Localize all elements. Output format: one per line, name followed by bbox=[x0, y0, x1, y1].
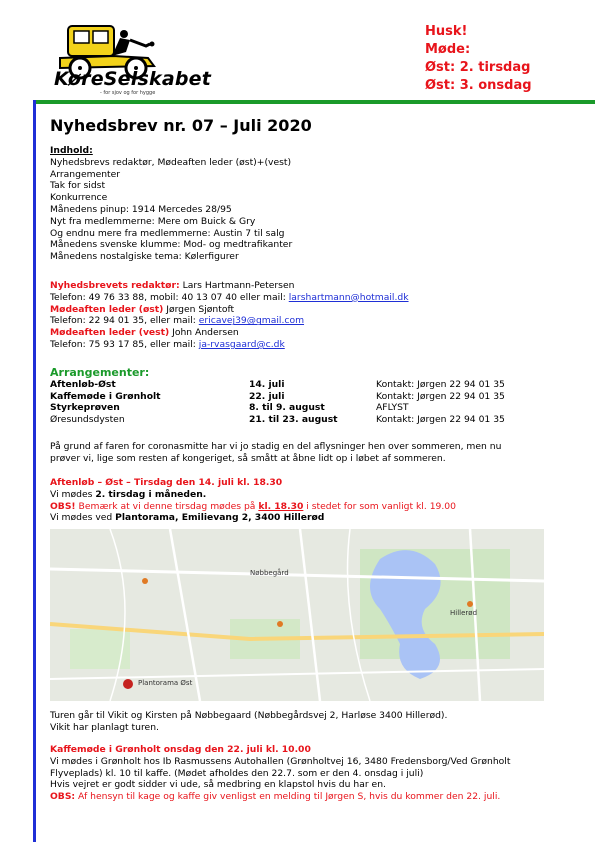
paragraph-line: Hvis vejret er godt sidder vi ude, så medbring en klapstol hvis du har en. bbox=[50, 779, 386, 791]
paragraph-line: Vi mødes i Grønholt hos Ib Rasmussens Autohallen (Grønholtvej 16, 3480 Fredensborg/Ved Grønholt bbox=[50, 755, 511, 767]
events-row bbox=[50, 402, 550, 414]
contacts-section bbox=[50, 280, 409, 351]
contact-name: Jørgen Sjøntoft bbox=[163, 303, 235, 315]
header-divider bbox=[36, 100, 595, 104]
event-name: Kaffemøde i Grønholt bbox=[50, 390, 161, 402]
contents-item: Tak for sidst bbox=[50, 180, 106, 192]
paragraph-line: prøver vi, lige som resten af kongeriget, så smått at åbne lidt op i løbet af sommeren. bbox=[50, 452, 446, 464]
text-span: Vi mødes ved bbox=[50, 512, 116, 524]
contact-east-info bbox=[50, 315, 409, 327]
evening-run-section bbox=[50, 477, 456, 524]
reminder-line: Øst: 2. tirsdag bbox=[425, 60, 531, 75]
contact-editor-info bbox=[50, 292, 409, 304]
contact-role: Mødeaften leder (øst) bbox=[50, 303, 164, 315]
events-row bbox=[50, 414, 550, 426]
paragraph-line: Vikit har planlagt turen. bbox=[50, 721, 159, 733]
contact-west bbox=[50, 327, 409, 339]
contact-email-link[interactable]: larshartmann@hotmail.dk bbox=[288, 291, 409, 303]
reminder-line: Møde: bbox=[425, 42, 471, 57]
contents-item: Månedens svenske klumme: Mod- og medtrafikanter bbox=[50, 239, 293, 251]
coffee-meeting-section bbox=[50, 744, 510, 803]
contact-phone: Telefon: 75 93 17 85, eller mail: bbox=[50, 338, 199, 350]
event-name: Styrkeprøven bbox=[50, 402, 120, 413]
contents-item: Og endnu mere fra medlemmerne: Austin 7 til salg bbox=[50, 227, 285, 239]
newsletter-title: Nyhedsbrev nr. 07 – Juli 2020 bbox=[50, 116, 312, 135]
event-contact: AFLYST bbox=[376, 402, 409, 413]
events-table bbox=[50, 379, 550, 425]
event-contact: Kontakt: Jørgen 22 94 01 35 bbox=[376, 413, 505, 425]
obs-time: kl. 18.30 bbox=[258, 500, 304, 512]
contents-item: Månedens pinup: 1914 Mercedes 28/95 bbox=[50, 203, 232, 215]
contact-role: Nyhedsbrevets redaktør: bbox=[50, 280, 180, 291]
events-row bbox=[50, 379, 550, 391]
events-row bbox=[50, 391, 550, 403]
text-span: Af hensyn til kage og kaffe giv venligst en melding til Jørgen S, hvis du kommer den 22. juli. bbox=[75, 791, 501, 803]
event-contact: Kontakt: Jørgen 22 94 01 35 bbox=[376, 390, 505, 402]
paragraph-line: Turen går til Vikit og Kirsten på Nøbbegaard (Nøbbegårdsvej 2, Harløse 3400 Hillerød). bbox=[50, 710, 448, 721]
logo-text: KøreSelskabet bbox=[54, 68, 212, 90]
contact-name: Lars Hartmann-Petersen bbox=[179, 280, 295, 291]
contents-item: Nyt fra medlemmerne: Mere om Buick & Gry bbox=[50, 215, 256, 227]
map-label: Hillerød bbox=[450, 609, 478, 617]
contact-name: John Andersen bbox=[169, 327, 239, 339]
route-description bbox=[50, 710, 447, 734]
reminder-box bbox=[425, 23, 532, 95]
events-heading: Arrangementer: bbox=[50, 366, 150, 379]
text-span: i stedet for som vanligt kl. 19.00 bbox=[303, 500, 456, 512]
contents-item: Månedens nostalgiske tema: Kølerfigurer bbox=[50, 251, 239, 263]
contents-item: Nyhedsbrevs redaktør, Mødeaften leder (øst)+(vest) bbox=[50, 156, 292, 168]
evening-run-line bbox=[50, 489, 456, 501]
paragraph-line: På grund af faren for coronasmitte har vi jo stadig en del aflysninger hen over sommeren, men nu bbox=[50, 441, 502, 452]
reminder-line: Husk! bbox=[425, 24, 468, 39]
route-map[interactable] bbox=[50, 529, 544, 701]
evening-run-obs bbox=[50, 501, 456, 513]
reminder-line: Øst: 3. onsdag bbox=[425, 78, 532, 93]
event-name: Aftenløb-Øst bbox=[50, 379, 116, 390]
contact-email-link[interactable]: ericavej39@gmail.com bbox=[198, 315, 305, 327]
contact-email-link[interactable]: ja-rvasgaard@c.dk bbox=[198, 338, 285, 350]
text-span: Vi mødes bbox=[50, 488, 96, 500]
contents-section bbox=[50, 145, 292, 263]
text-span: Plantorama, Emilievang 2, 3400 Hillerød bbox=[115, 512, 325, 524]
paragraph-line: Flyveplads) kl. 10 til kaffe. (Mødet afholdes den 22.7. som er den 4. onsdag i juli) bbox=[50, 767, 424, 779]
contents-heading: Indhold: bbox=[50, 145, 93, 156]
event-date: 14. juli bbox=[249, 379, 285, 390]
coffee-meeting-obs bbox=[50, 791, 510, 803]
left-margin-bar bbox=[33, 100, 36, 842]
event-date: 22. juli bbox=[249, 390, 285, 402]
contact-west-info bbox=[50, 339, 409, 351]
contact-phone: Telefon: 49 76 33 88, mobil: 40 13 07 40 eller mail: bbox=[50, 291, 289, 303]
contact-phone: Telefon: 22 94 01 35, eller mail: bbox=[50, 315, 199, 327]
obs-label: OBS: bbox=[50, 791, 76, 803]
contact-editor bbox=[50, 280, 409, 292]
event-name: Øresundsdysten bbox=[50, 413, 125, 425]
evening-run-heading: Aftenløb – Øst – Tirsdag den 14. juli kl. 18.30 bbox=[50, 477, 283, 488]
evening-run-location bbox=[50, 512, 456, 524]
contents-item: Konkurrence bbox=[50, 192, 108, 204]
contact-role: Mødeaften leder (vest) bbox=[50, 327, 170, 339]
contents-item: Arrangementer bbox=[50, 168, 121, 180]
event-date: 8. til 9. august bbox=[249, 402, 325, 413]
map-label: Nøbbegård bbox=[250, 569, 289, 577]
corona-paragraph bbox=[50, 441, 501, 465]
logo-tagline: - for sjov og for hygge bbox=[100, 90, 156, 96]
text-span: Bemærk at vi denne tirsdag mødes på bbox=[75, 500, 259, 512]
obs-label: OBS! bbox=[50, 500, 76, 512]
text-span: 2. tirsdag i måneden. bbox=[95, 488, 207, 500]
event-contact: Kontakt: Jørgen 22 94 01 35 bbox=[376, 379, 505, 390]
contact-east bbox=[50, 304, 409, 316]
event-date: 21. til 23. august bbox=[249, 413, 338, 425]
coffee-meeting-heading: Kaffemøde i Grønholt onsdag den 22. juli kl. 10.00 bbox=[50, 744, 311, 755]
map-label: Plantorama Øst bbox=[138, 679, 193, 687]
